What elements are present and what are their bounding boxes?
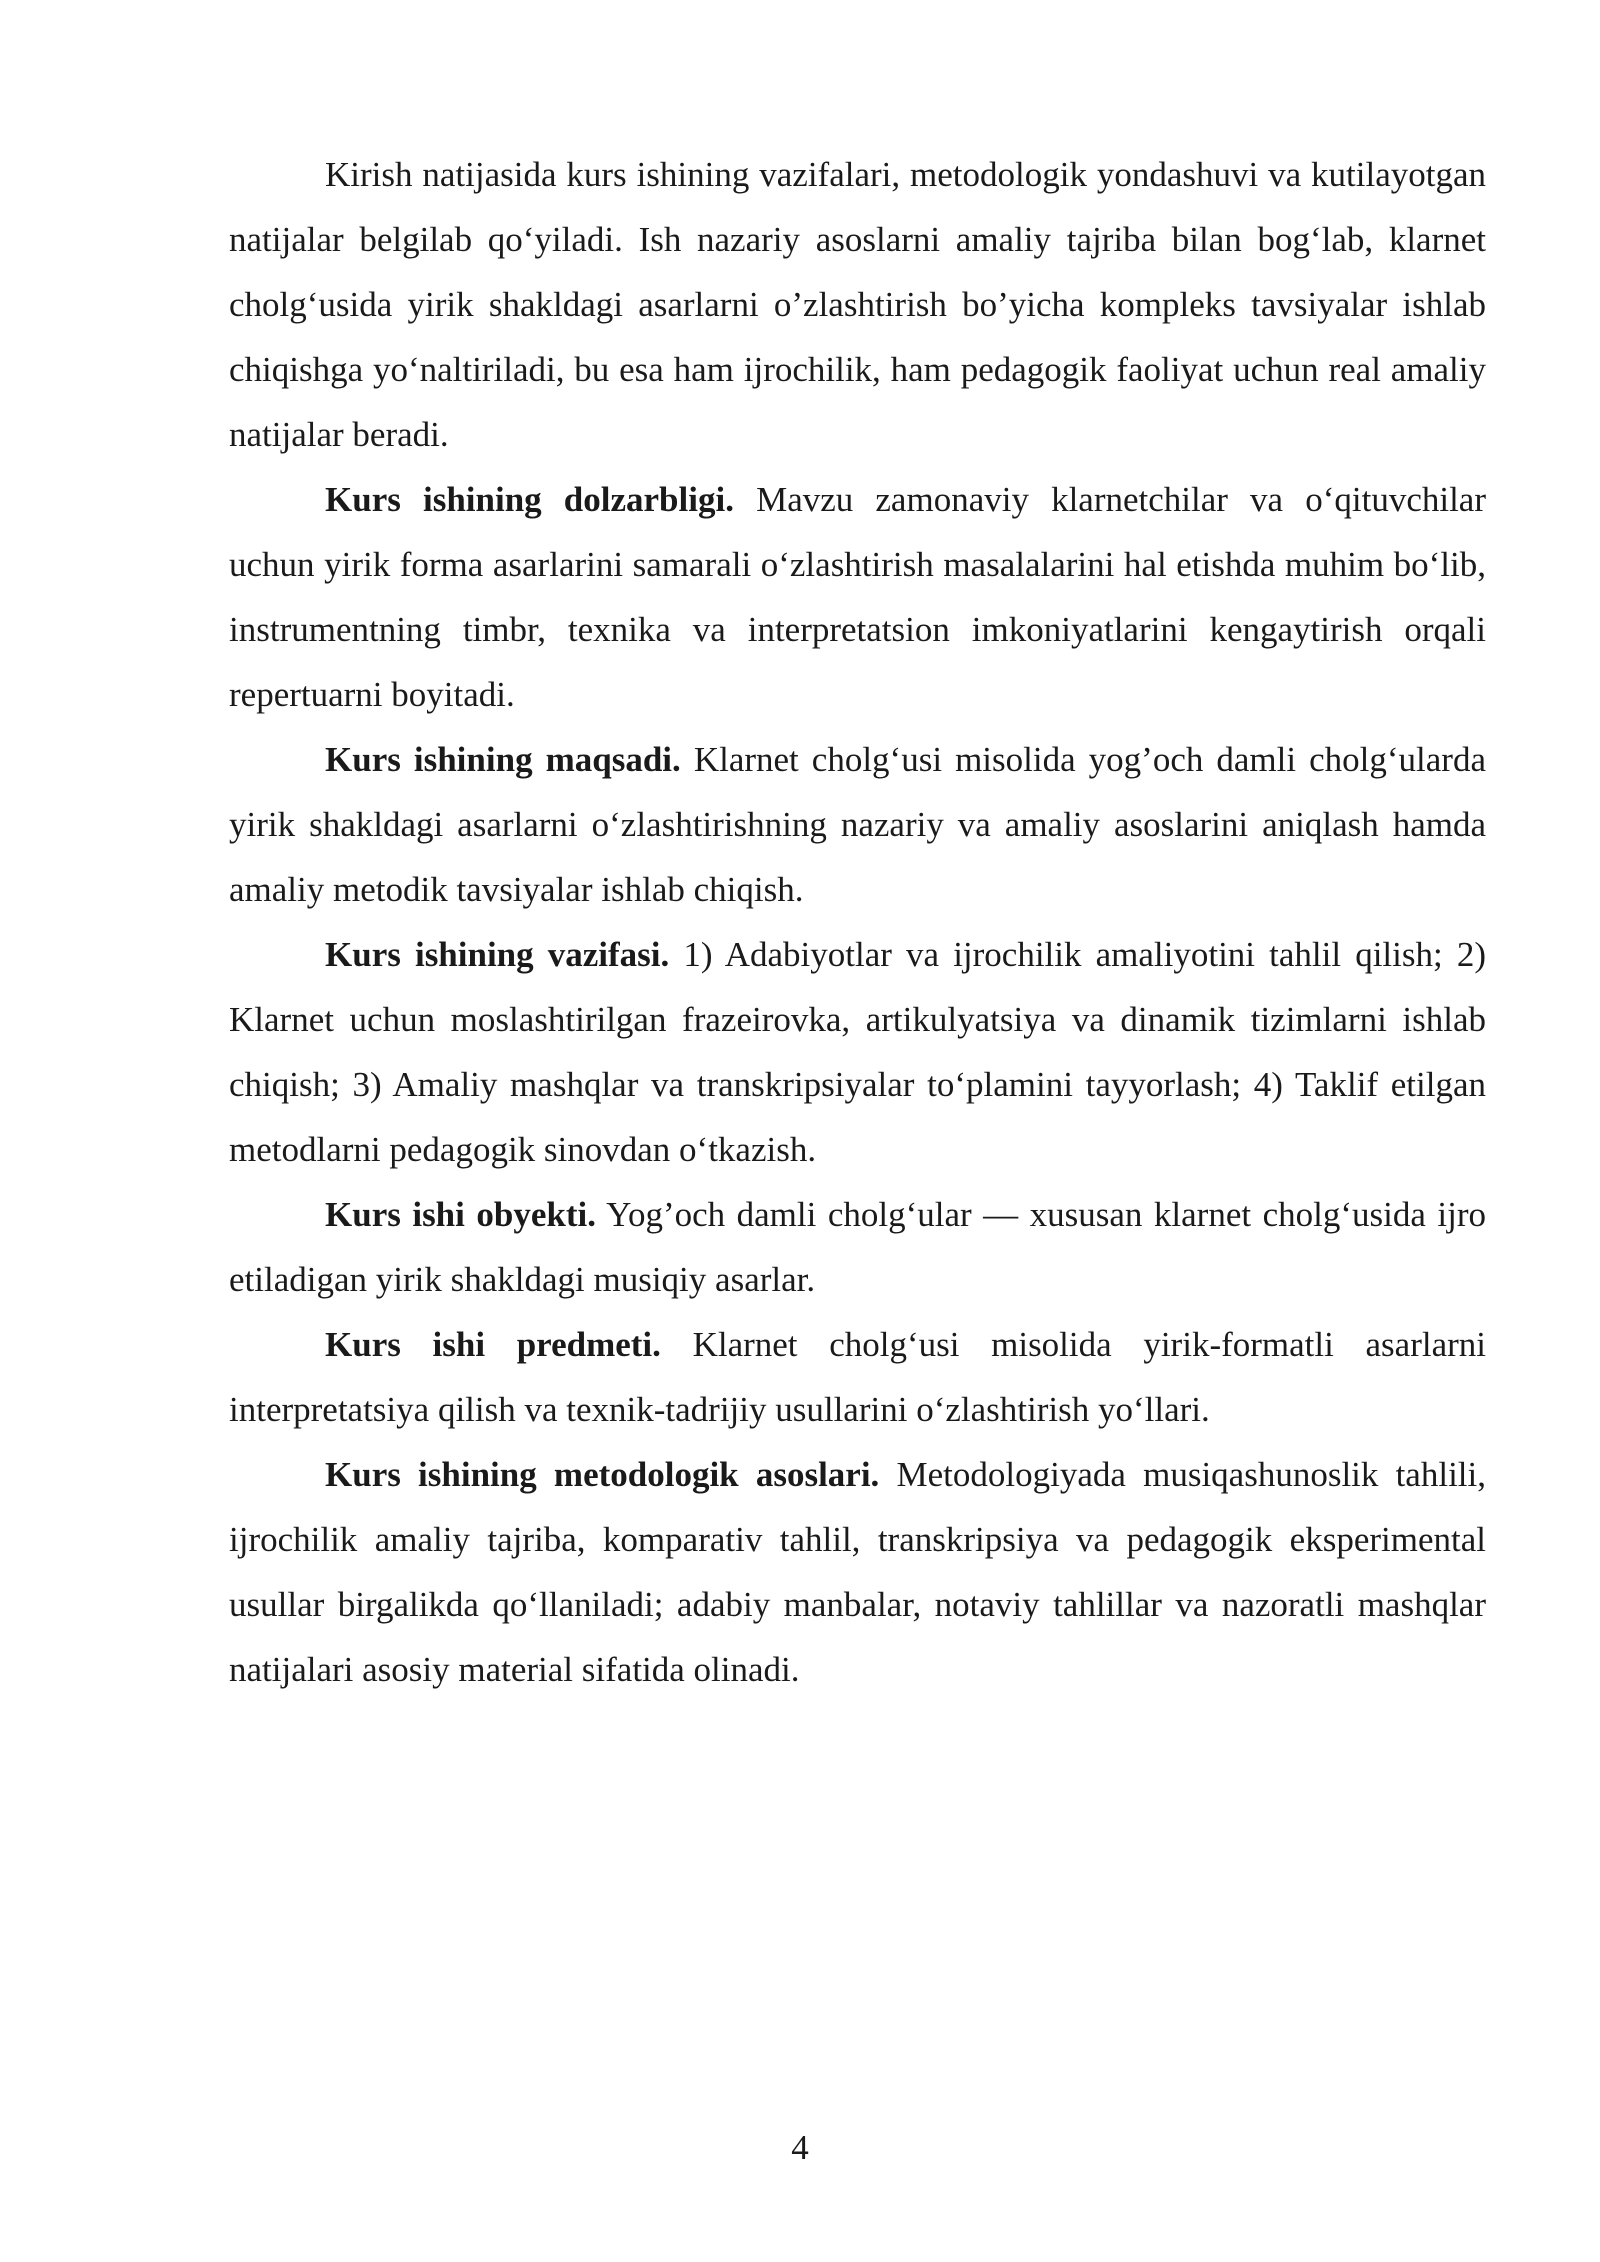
paragraph-text: Yog’och damli cholg‘ular — xususan klarnet cholg‘usida ijro etiladigan yirik shakldagi musiqiy asarlar. [229,1195,1486,1299]
paragraph-text: Mavzu zamonaviy klarnetchilar va o‘qituvchilar uchun yirik forma asarlarini samarali o‘zlashtirish masalalarini hal etishda muhim bo‘lib, instrumentning timbr, texnika va interpretatsion imkoniyatlarini kengaytirish orqali repertuarni boyitadi. [229,480,1486,714]
paragraph-text: Metodologiyada musiqashunoslik tahlili, ijrochilik amaliy tajriba, komparativ tahlil, transkripsiya va pedagogik eksperimental usullar birgalikda qo‘llaniladi; adabiy manbalar, notaviy tahlillar va nazoratli mashqlar natijalari asosiy material sifatida olinadi. [229,1455,1486,1689]
paragraph-tasks [229,922,1486,1182]
paragraph-lead: Kurs ishi predmeti. [325,1325,661,1364]
paragraph-goal [229,727,1486,922]
paragraph-introduction [229,142,1486,467]
page-number: 4 [791,2128,809,2167]
paragraph-relevance [229,467,1486,727]
paragraph-lead: Kurs ishining vazifasi. [325,935,670,974]
paragraph-lead: Kurs ishining dolzarbligi. [325,480,734,519]
paragraph-text: 1) Adabiyotlar va ijrochilik amaliyotini tahlil qilish; 2) Klarnet uchun moslashtirilgan frazeirovka, artikulyatsiya va dinamik tizimlarni ishlab chiqish; 3) Amaliy mashqlar va transkripsiyalar to‘plamini tayyorlash; 4) Taklif etilgan metodlarni pedagogik sinovdan o‘tkazish. [229,935,1486,1169]
page-body [229,142,1486,1702]
paragraph-lead: Kurs ishining maqsadi. [325,740,681,779]
paragraph-subject [229,1312,1486,1442]
paragraph-text: Kirish natijasida kurs ishining vazifalari, metodologik yondashuvi va kutilayotgan natijalar belgilab qo‘yiladi. Ish nazariy asoslarni amaliy tajriba bilan bog‘lab, klarnet cholg‘usida yirik shakldagi asarlarni o’zlashtirish bo’yicha kompleks tavsiyalar ishlab chiqishga yo‘naltiriladi, bu esa ham ijrochilik, ham pedagogik faoliyat uchun real amaliy natijalar beradi. [229,155,1486,454]
paragraph-methodology [229,1442,1486,1702]
paragraph-text: Klarnet cholg‘usi misolida yirik-formatli asarlarni interpretatsiya qilish va texnik-tadrijiy usullarini o‘zlashtirish yo‘llari. [229,1325,1486,1429]
paragraph-lead: Kurs ishi obyekti. [325,1195,596,1234]
paragraph-object [229,1182,1486,1312]
paragraph-lead: Kurs ishining metodologik asoslari. [325,1455,880,1494]
paragraph-text: Klarnet cholg‘usi misolida yog’och damli cholg‘ularda yirik shakldagi asarlarni o‘zlashtirishning nazariy va amaliy asoslarini aniqlash hamda amaliy metodik tavsiyalar ishlab chiqish. [229,740,1486,909]
